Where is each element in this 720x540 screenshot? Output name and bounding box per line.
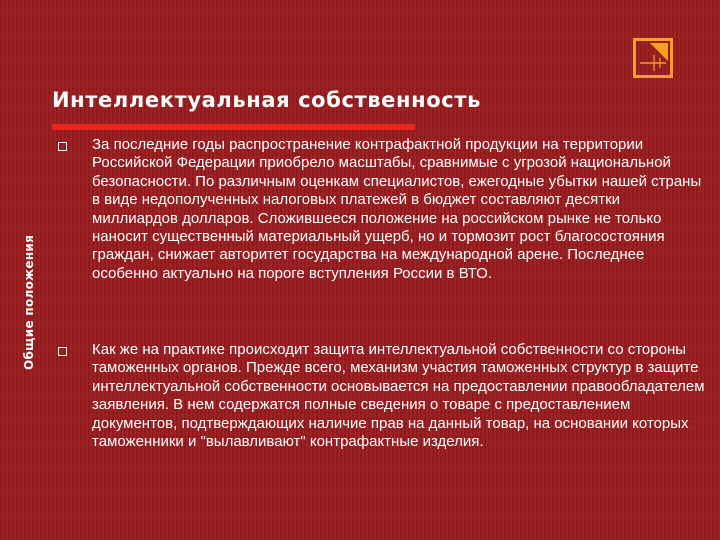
title-underline <box>52 124 415 130</box>
bullet-paragraph-1: За последние годы распространение контрафактной продукции на территории Российской Федерации приобрело масштабы, сравнимые с угрозой национальной безопасности. По различным оценкам специалистов, ежегодные убытки нашей страны в виде недополученных налоговых платежей в бюджет составляют десятки миллиардов долларов. Сложившееся положение на российском рынке не только наносит существенный материальный ущерб, но и тормозит рост благосостояния граждан, снижает авторитет государства на международной арене. Последнее особенно актуально на пороге вступления России в ВТО. <box>92 136 702 282</box>
side-section-label: Общие положения <box>22 234 36 370</box>
bullet-square-icon <box>58 347 67 356</box>
bullet-square-icon <box>58 142 67 151</box>
logo-graphic <box>636 41 670 75</box>
bullet-paragraph-2: Как же на практике происходит защита интеллектуальной собственности со стороны таможенных органов. Прежде всего, механизм участия таможенных структур в защите интеллектуальной собственности основывается на предоставлении правообладателем заявления. В нем содержатся полные сведения о товаре с предоставлением документов, подтверждающих наличие прав на данный товар, на основании которых таможенники и "вылавливают" контрафактные изделия. <box>92 341 705 451</box>
slide-title: Интеллектуальная собственность <box>52 88 481 112</box>
decorative-logo-icon <box>633 38 673 78</box>
